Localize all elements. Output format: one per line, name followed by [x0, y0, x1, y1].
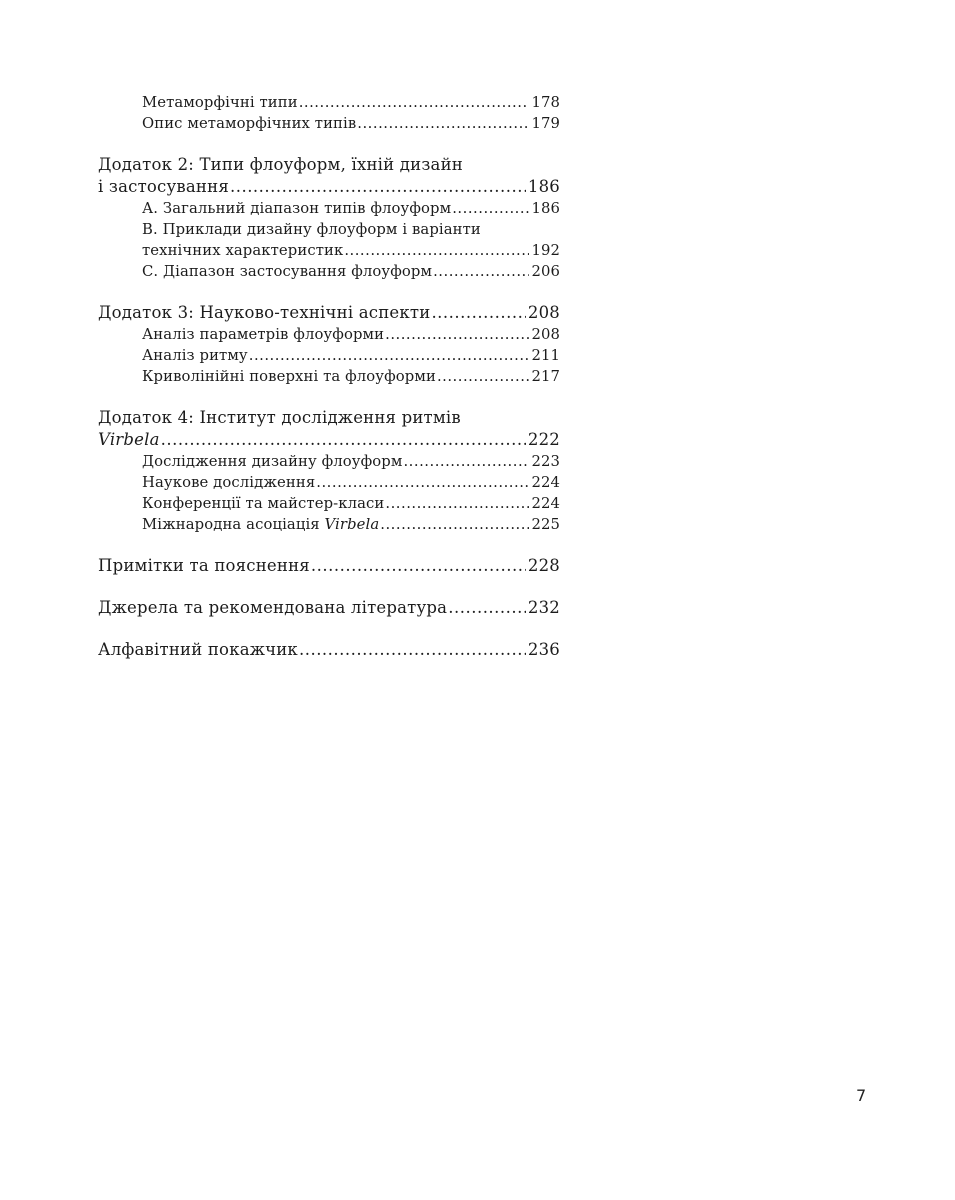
toc-entry	[98, 514, 560, 535]
toc-group-appendix2	[98, 154, 560, 282]
toc-heading-page: 222	[527, 430, 560, 449]
toc-heading-page: 208	[527, 303, 560, 322]
toc-entry-label: В. Приклади дизайну флоуформ і варіанти	[142, 221, 481, 238]
toc-leader-dots	[299, 92, 530, 113]
toc-leader-dots	[249, 345, 530, 366]
toc-entry-label: Дослідження дизайну флоуформ	[142, 453, 403, 470]
toc-entry	[98, 451, 560, 472]
toc-leader-dots	[433, 261, 529, 282]
toc-heading	[98, 302, 560, 324]
toc-entry-label: Аналіз ритму	[142, 347, 248, 364]
toc-entry-page: 225	[531, 516, 560, 533]
toc-entry-label-text: Міжнародна асоціація	[142, 516, 325, 533]
toc-heading-label: Додаток 2: Типи флоуформ, їхній дизайн	[98, 155, 463, 174]
toc-entry-page: 224	[531, 474, 560, 491]
toc-entry-page: 206	[531, 263, 560, 280]
toc-leader-dots	[385, 324, 529, 345]
table-of-contents	[98, 92, 560, 681]
toc-heading-label: Алфавітний покажчик	[98, 640, 298, 659]
toc-leader-dots	[448, 597, 526, 619]
toc-entry-label-continued: технічних характеристик	[142, 242, 344, 259]
toc-group-sources	[98, 597, 560, 619]
toc-heading-page: 236	[527, 640, 560, 659]
toc-group-notes	[98, 555, 560, 577]
toc-entry-label: Наукове дослідження	[142, 474, 316, 491]
toc-heading-label: Додаток 4: Інститут дослідження ритмів	[98, 408, 461, 427]
toc-entry-page: 217	[531, 368, 560, 385]
toc-group-index	[98, 639, 560, 661]
toc-group-appendix1-continued	[98, 92, 560, 134]
toc-leader-dots	[357, 113, 529, 134]
toc-leader-dots	[437, 366, 530, 387]
toc-entry	[98, 366, 560, 387]
toc-entry	[98, 324, 560, 345]
toc-entry	[98, 493, 560, 514]
toc-leader-dots	[403, 451, 529, 472]
toc-entry-page: 223	[531, 453, 560, 470]
toc-heading	[98, 639, 560, 661]
toc-leader-dots	[230, 176, 526, 198]
toc-heading	[98, 555, 560, 577]
toc-entry-label: Аналіз параметрів флоуформи	[142, 326, 385, 343]
toc-group-appendix3	[98, 302, 560, 387]
toc-entry-label: Конференції та майстер-класи	[142, 495, 385, 512]
toc-leader-dots	[385, 493, 529, 514]
toc-leader-dots	[380, 514, 529, 535]
toc-entry-label-italic: Virbela	[324, 516, 380, 533]
page-number: 7	[856, 1086, 867, 1105]
toc-entry-page: 211	[531, 347, 560, 364]
toc-heading	[98, 154, 560, 198]
toc-entry-label: Криволінійні поверхні та флоуформи	[142, 368, 436, 385]
toc-heading-label-continued: Virbela	[98, 430, 160, 449]
toc-entry-label: Опис метаморфічних типів	[142, 115, 357, 132]
toc-heading-page: 186	[527, 177, 560, 196]
toc-entry-label: С. Діапазон застосування флоуформ	[142, 263, 433, 280]
toc-leader-dots	[344, 240, 529, 261]
toc-entry-page: 224	[531, 495, 560, 512]
toc-leader-dots	[452, 198, 529, 219]
toc-entry-label: Метаморфічні типи	[142, 94, 298, 111]
toc-leader-dots	[161, 429, 526, 451]
toc-group-appendix4	[98, 407, 560, 535]
toc-heading-page: 232	[527, 598, 560, 617]
toc-heading-label: Додаток 3: Науково-технічні аспекти	[98, 303, 431, 322]
toc-heading-label: Джерела та рекомендована література	[98, 598, 448, 617]
toc-leader-dots	[299, 639, 526, 661]
toc-entry-page: 186	[531, 200, 560, 217]
toc-entry	[98, 219, 560, 261]
toc-leader-dots	[431, 302, 525, 324]
toc-entry-page: 208	[531, 326, 560, 343]
toc-entry-page: 192	[531, 242, 560, 259]
toc-heading-label: Примітки та пояснення	[98, 556, 310, 575]
toc-heading	[98, 597, 560, 619]
toc-entry-label: А. Загальний діапазон типів флоуформ	[142, 200, 452, 217]
toc-entry	[98, 92, 560, 113]
toc-entry	[98, 198, 560, 219]
toc-heading	[98, 407, 560, 451]
toc-entry	[98, 261, 560, 282]
toc-leader-dots	[316, 472, 529, 493]
toc-entry	[98, 113, 560, 134]
toc-entry-label	[142, 514, 379, 535]
toc-heading-label-continued: і застосування	[98, 177, 229, 196]
toc-entry	[98, 345, 560, 366]
toc-entry-page: 179	[531, 115, 560, 132]
toc-heading-page: 228	[527, 556, 560, 575]
toc-entry	[98, 472, 560, 493]
toc-entry-page: 178	[531, 94, 560, 111]
toc-leader-dots	[311, 555, 526, 577]
